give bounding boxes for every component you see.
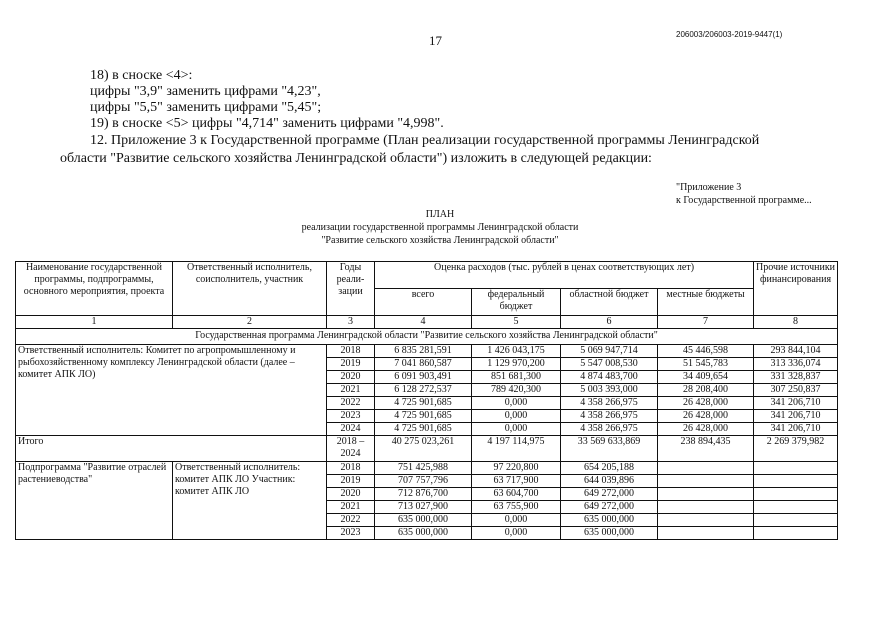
plan-title xyxy=(260,208,620,247)
subprogram-name: Подпрограмма "Развитие отраслей растениеводства" xyxy=(16,462,173,540)
year-cell: 2022 xyxy=(327,397,375,410)
regional-cell: 649 272,000 xyxy=(561,488,658,501)
regional-cell: 635 000,000 xyxy=(561,514,658,527)
other-cell xyxy=(754,475,838,488)
other-cell xyxy=(754,527,838,540)
column-number: 1 xyxy=(16,316,173,329)
federal-cell: 63 604,700 xyxy=(472,488,561,501)
local-cell xyxy=(658,514,754,527)
year-cell: 2019 xyxy=(327,358,375,371)
column-number-row xyxy=(16,316,838,329)
regional-cell: 635 000,000 xyxy=(561,527,658,540)
header-federal: федеральный бюджет xyxy=(472,289,561,316)
regional-cell: 4 358 266,975 xyxy=(561,410,658,423)
local-cell xyxy=(658,501,754,514)
local-cell xyxy=(658,527,754,540)
other-cell: 341 206,710 xyxy=(754,397,838,410)
local-cell: 45 446,598 xyxy=(658,345,754,358)
year-cell: 2018 xyxy=(327,462,375,475)
total-cell: 6 128 272,537 xyxy=(375,384,472,397)
local-cell xyxy=(658,475,754,488)
year-cell: 2023 xyxy=(327,410,375,423)
total-cell: 6 091 903,491 xyxy=(375,371,472,384)
other-cell: 307 250,837 xyxy=(754,384,838,397)
total-cell: 7 041 860,587 xyxy=(375,358,472,371)
year-cell: 2021 xyxy=(327,384,375,397)
appendix-reference-line1: "Приложение 3 xyxy=(676,182,742,193)
other-cell: 341 206,710 xyxy=(754,423,838,436)
local-cell: 28 208,400 xyxy=(658,384,754,397)
federal-cell: 1 129 970,200 xyxy=(472,358,561,371)
total-cell: 713 027,900 xyxy=(375,501,472,514)
header-local: местные бюджеты xyxy=(658,289,754,316)
total-cell: 635 000,000 xyxy=(375,514,472,527)
local-cell: 51 545,783 xyxy=(658,358,754,371)
other-cell xyxy=(754,488,838,501)
local-cell: 26 428,000 xyxy=(658,410,754,423)
local-cell: 26 428,000 xyxy=(658,423,754,436)
regional-cell: 5 069 947,714 xyxy=(561,345,658,358)
page-number: 17 xyxy=(429,33,442,48)
federal-cell: 63 755,900 xyxy=(472,501,561,514)
local-cell: 34 409,654 xyxy=(658,371,754,384)
regional-cell: 654 205,188 xyxy=(561,462,658,475)
paragraph-replace-3-9: цифры "3,9" заменить цифрами "4,23", xyxy=(90,84,321,99)
plan-table xyxy=(15,261,838,540)
other-cell: 331 328,837 xyxy=(754,371,838,384)
appendix-reference-line2: к Государственной программе... xyxy=(676,195,812,206)
plan-title-line1: ПЛАН xyxy=(425,209,455,220)
header-responsible: Ответственный исполнитель, соисполнитель, участник xyxy=(173,262,327,316)
itogo-federal: 4 197 114,975 xyxy=(472,436,561,462)
total-cell: 751 425,988 xyxy=(375,462,472,475)
itogo-regional: 33 569 633,869 xyxy=(561,436,658,462)
other-cell: 341 206,710 xyxy=(754,410,838,423)
header-estimate: Оценка расходов (тыс. рублей в ценах соответствующих лет) xyxy=(375,262,754,289)
year-cell: 2022 xyxy=(327,514,375,527)
regional-cell: 644 039,896 xyxy=(561,475,658,488)
column-number: 5 xyxy=(472,316,561,329)
regional-cell: 649 272,000 xyxy=(561,501,658,514)
year-cell: 2020 xyxy=(327,488,375,501)
column-number: 2 xyxy=(173,316,327,329)
total-cell: 6 835 281,591 xyxy=(375,345,472,358)
other-cell xyxy=(754,514,838,527)
federal-cell: 0,000 xyxy=(472,527,561,540)
subprogram-responsible: Ответственный исполнитель: комитет АПК ЛО Участник: комитет АПК ЛО xyxy=(173,462,327,540)
itogo-local: 238 894,435 xyxy=(658,436,754,462)
column-number: 8 xyxy=(754,316,838,329)
federal-cell: 63 717,900 xyxy=(472,475,561,488)
plan-title-line3: "Развитие сельского хозяйства Ленинградской области" xyxy=(321,235,559,246)
regional-cell: 5 003 393,000 xyxy=(561,384,658,397)
other-cell: 313 336,074 xyxy=(754,358,838,371)
federal-cell: 789 420,300 xyxy=(472,384,561,397)
other-cell xyxy=(754,501,838,514)
regional-cell: 4 874 483,700 xyxy=(561,371,658,384)
paragraph-appendix-3 xyxy=(60,132,824,168)
table-row xyxy=(16,345,838,358)
itogo-row xyxy=(16,436,838,462)
year-cell: 2020 xyxy=(327,371,375,384)
regional-cell: 5 547 008,530 xyxy=(561,358,658,371)
total-cell: 4 725 901,685 xyxy=(375,397,472,410)
paragraph-replace-5-5: цифры "5,5" заменить цифрами "5,45"; xyxy=(90,100,322,115)
plan-title-line2: реализации государственной программы Ленинградской области xyxy=(301,222,579,233)
appendix-reference xyxy=(676,181,812,207)
year-cell: 2024 xyxy=(327,423,375,436)
federal-cell: 0,000 xyxy=(472,423,561,436)
year-cell: 2019 xyxy=(327,475,375,488)
local-cell: 26 428,000 xyxy=(658,397,754,410)
header-total: всего xyxy=(375,289,472,316)
paragraph-appendix-3-line2: области "Развитие сельского хозяйства Ленинградской области") изложить в следующей редакции: xyxy=(60,151,652,166)
program-responsible: Ответственный исполнитель: Комитет по агропромышленному и рыбохозяйственному комплексу Ленинградской области (далее – комитет АПК ЛО) xyxy=(16,345,327,436)
column-number: 4 xyxy=(375,316,472,329)
paragraph-appendix-3-line1: 12. Приложение 3 к Государственной программе (План реализации государственной программы Ленинградской xyxy=(90,133,760,148)
federal-cell: 0,000 xyxy=(472,397,561,410)
year-cell: 2021 xyxy=(327,501,375,514)
total-cell: 4 725 901,685 xyxy=(375,423,472,436)
itogo-total: 40 275 023,261 xyxy=(375,436,472,462)
itogo-years: 2018 – 2024 xyxy=(327,436,375,462)
header-years: Годы реали- зации xyxy=(327,262,375,316)
federal-cell: 851 681,300 xyxy=(472,371,561,384)
other-cell xyxy=(754,462,838,475)
federal-cell: 97 220,800 xyxy=(472,462,561,475)
itogo-other: 2 269 379,982 xyxy=(754,436,838,462)
local-cell xyxy=(658,462,754,475)
year-cell: 2023 xyxy=(327,527,375,540)
other-cell: 293 844,104 xyxy=(754,345,838,358)
header-regional: областной бюджет xyxy=(561,289,658,316)
paragraph-footnote-5: 19) в сноске <5> цифры "4,714" заменить цифрами "4,998". xyxy=(90,116,444,131)
itogo-label: Итого xyxy=(16,436,327,462)
header-other: Прочие источники финансирования xyxy=(754,262,838,316)
total-cell: 4 725 901,685 xyxy=(375,410,472,423)
program-title-row: Государственная программа Ленинградской области "Развитие сельского хозяйства Ленинградской области" xyxy=(16,329,838,345)
regional-cell: 4 358 266,975 xyxy=(561,397,658,410)
header-name: Наименование государственной программы, подпрограммы, основного мероприятия, проекта xyxy=(16,262,173,316)
year-cell: 2018 xyxy=(327,345,375,358)
federal-cell: 0,000 xyxy=(472,410,561,423)
document-id: 206003/206003-2019-9447(1) xyxy=(676,30,783,39)
total-cell: 707 757,796 xyxy=(375,475,472,488)
column-number: 6 xyxy=(561,316,658,329)
regional-cell: 4 358 266,975 xyxy=(561,423,658,436)
paragraph-footnote-4: 18) в сноске <4>: xyxy=(90,68,193,83)
total-cell: 712 876,700 xyxy=(375,488,472,501)
federal-cell: 1 426 043,175 xyxy=(472,345,561,358)
local-cell xyxy=(658,488,754,501)
table-row xyxy=(16,462,838,475)
column-number: 3 xyxy=(327,316,375,329)
total-cell: 635 000,000 xyxy=(375,527,472,540)
federal-cell: 0,000 xyxy=(472,514,561,527)
column-number: 7 xyxy=(658,316,754,329)
